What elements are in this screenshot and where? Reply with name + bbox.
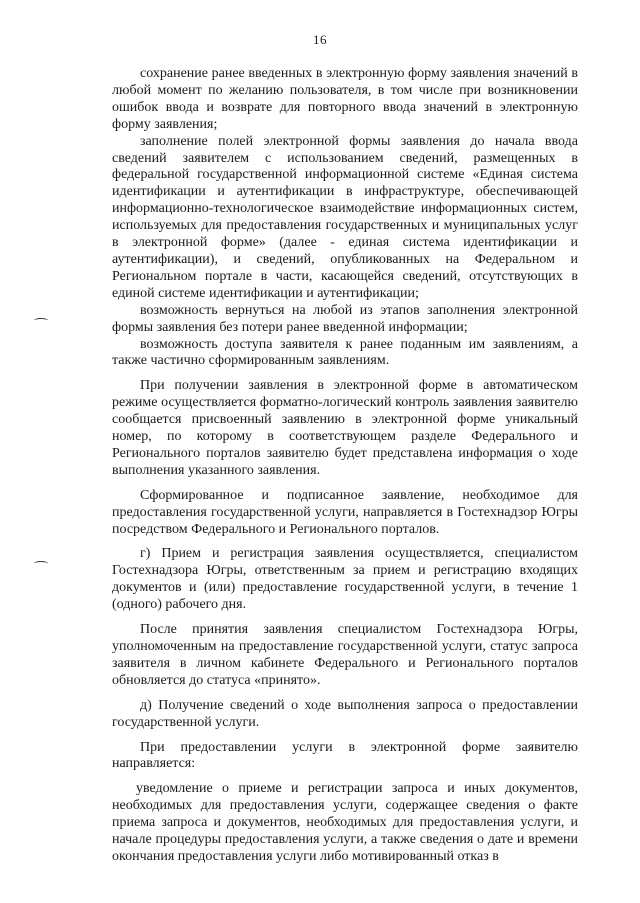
paragraph-notification: уведомление о приеме и регистрации запроса и иных документов, необходимых для предоставления услуги, содержащее сведения о факте приема запроса и документов, необходимых для предоставления услуги, и начале процедуры предоставления услуги, а также сведения о дате и времени окончания предоставления услуги либо мотивированный отказ в [112, 781, 578, 864]
paragraph-save-values: сохранение ранее введенных в электронную форму заявления значений в любой момент по желанию пользователя, в том числе при возникновении ошибок ввода и возврате для повторного ввода значений в электронную форму заявления; [112, 66, 578, 132]
paragraph-electronic-notice: При предоставлении услуги в электронной форме заявителю направляется: [112, 739, 578, 772]
paragraph-item-g: г) Прием и регистрация заявления осуществляется, специалистом Гостехнадзора Югры, ответственным за прием и регистрацию входящих документов и (или) предоставление государственной услуги, в течение 1 (одного) рабочего дня. [112, 546, 578, 613]
paragraph-access-previous: возможность доступа заявителя к ранее поданным им заявлениям, а также частично сформированным заявлениям. [112, 336, 578, 369]
paragraph-format-control: При получении заявления в электронной форме в автоматическом режиме осуществляется форматно-логический контроль заявления заявителю сообщается присвоенный заявлению в электронной форме уникальный номер, по которому в соответствующем разделе Федерального и Регионального порталов заявителю будет представлена информация о ходе выполнения указанного заявления. [112, 378, 578, 478]
scan-mark [34, 561, 48, 566]
document-body [112, 66, 578, 866]
paragraph-return-step: возможность вернуться на любой из этапов заполнения электронной формы заявления без потери ранее введенной информации; [112, 302, 578, 335]
scan-mark [34, 318, 48, 323]
paragraph-status-accepted: После принятия заявления специалистом Гостехнадзора Югры, уполномоченным на предоставление государственной услуги, статус запроса заявителя в личном кабинете Федерального и Регионального порталов обновляется до статуса «принято». [112, 622, 578, 688]
paragraph-item-d: д) Получение сведений о ходе выполнения запроса о предоставлении государственной услуги. [112, 697, 578, 730]
paragraph-signed-application: Сформированное и подписанное заявление, необходимое для предоставления государственной услуги, направляется в Гостехнадзор Югры посредством Федерального и Регионального порталов. [112, 487, 578, 537]
paragraph-autofill: заполнение полей электронной формы заявления до начала ввода сведений заявителем с использованием сведений, размещенных в федеральной государственной информационной системе «Единая система идентификации и аутентификации в инфраструктуре, обеспечивающей информационно-технологическое взаимодействие информационных систем, используемых для предоставления государственных и муниципальных услуг в электронной форме» (далее - единая система идентификации и аутентификации), и сведений, опубликованных на Федеральном и Региональном портале в части, касающейся сведений, отсутствующих в единой системе идентификации и аутентификации; [112, 133, 578, 301]
page-number: 16 [313, 32, 327, 47]
